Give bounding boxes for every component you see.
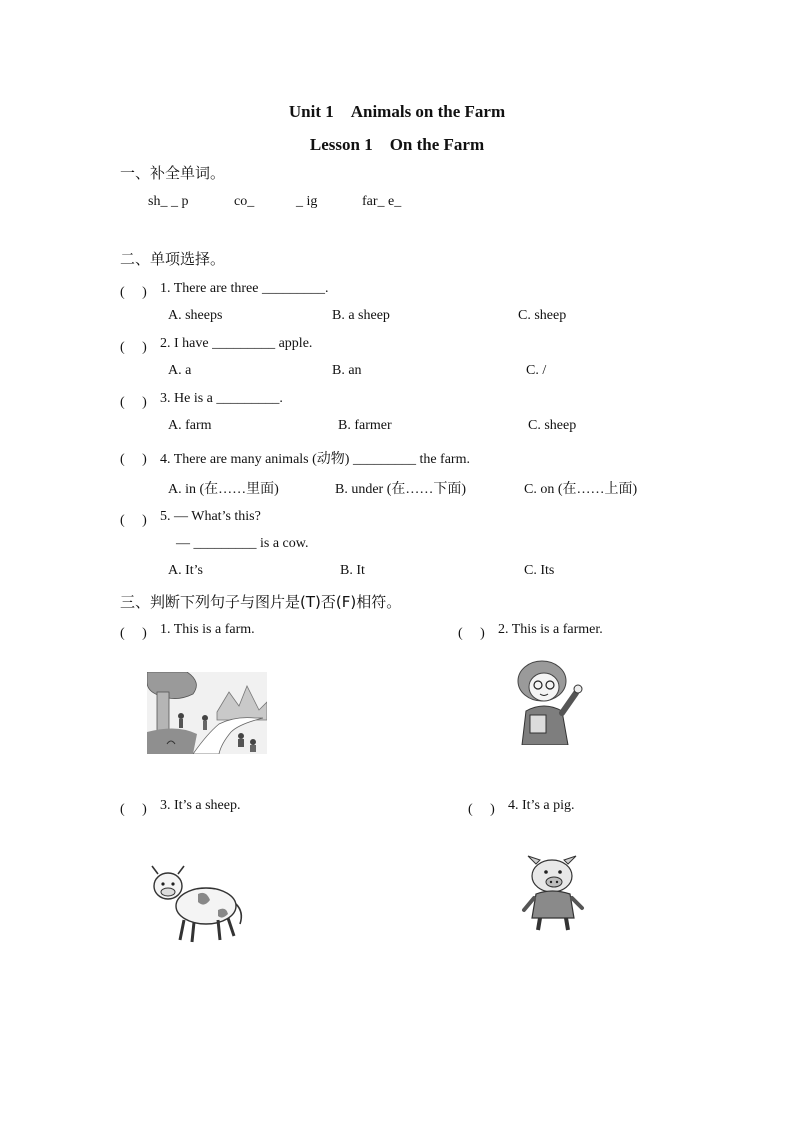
word-blank-3: _ ig [296,194,318,209]
section2-heading: 二、单项选择。 [120,250,226,268]
option-b: B. under (在……下面) [335,482,467,497]
option-a: A. farm [168,418,212,433]
section3-heading: 三、判断下列句子与图片是(T)否(F)相符。 [120,593,402,611]
word-blank-1: sh_ _ p [148,194,189,209]
question-stem: 2. I have _________ apple. [160,336,313,351]
question-stem: 4. There are many animals (动物) _________ the farm. [160,452,470,467]
word-blank-2: co_ [234,194,255,209]
answer-paren[interactable]: ( ) [120,285,147,300]
answer-paren[interactable]: ( ) [120,452,147,467]
option-a: A. sheeps [168,308,223,323]
option-a: A. a [168,363,192,378]
option-c: C. / [526,363,547,378]
option-b: B. farmer [338,418,392,433]
question-stem: 1. There are three _________. [160,281,329,296]
answer-paren[interactable]: ( ) [120,340,147,355]
answer-paren[interactable]: ( ) [120,802,147,817]
section1-heading: 一、补全单词。 [120,164,226,182]
farmer-illustration [512,657,594,745]
word-blank-4: far_ e_ [362,194,402,209]
question-stem: 5. — What’s this? [160,509,261,524]
answer-paren[interactable]: ( ) [120,626,147,641]
judge-sentence: 1. This is a farm. [160,622,255,637]
option-b: B. a sheep [332,308,390,323]
farm-scene-illustration [147,672,267,754]
option-b: B. It [340,563,365,578]
judge-sentence: 3. It’s a sheep. [160,798,241,813]
option-c: C. sheep [518,308,567,323]
option-c: C. sheep [528,418,577,433]
question-stem: 3. He is a _________. [160,391,283,406]
answer-paren[interactable]: ( ) [458,626,485,641]
answer-paren[interactable]: ( ) [468,802,495,817]
lesson-title: Lesson 1 On the Farm [309,135,485,154]
cow-illustration [148,860,246,944]
answer-paren[interactable]: ( ) [120,395,147,410]
pig-illustration [514,854,594,934]
judge-sentence: 2. This is a farmer. [498,622,603,637]
question-stem-line2: — _________ is a cow. [176,536,309,551]
option-b: B. an [332,363,362,378]
judge-sentence: 4. It’s a pig. [508,798,575,813]
option-c: C. on (在……上面) [524,482,638,497]
unit-title: Unit 1 Animals on the Farm [288,102,506,121]
option-c: C. Its [524,563,555,578]
option-a: A. in (在……里面) [168,482,279,497]
answer-paren[interactable]: ( ) [120,513,147,528]
option-a: A. It’s [168,563,203,578]
